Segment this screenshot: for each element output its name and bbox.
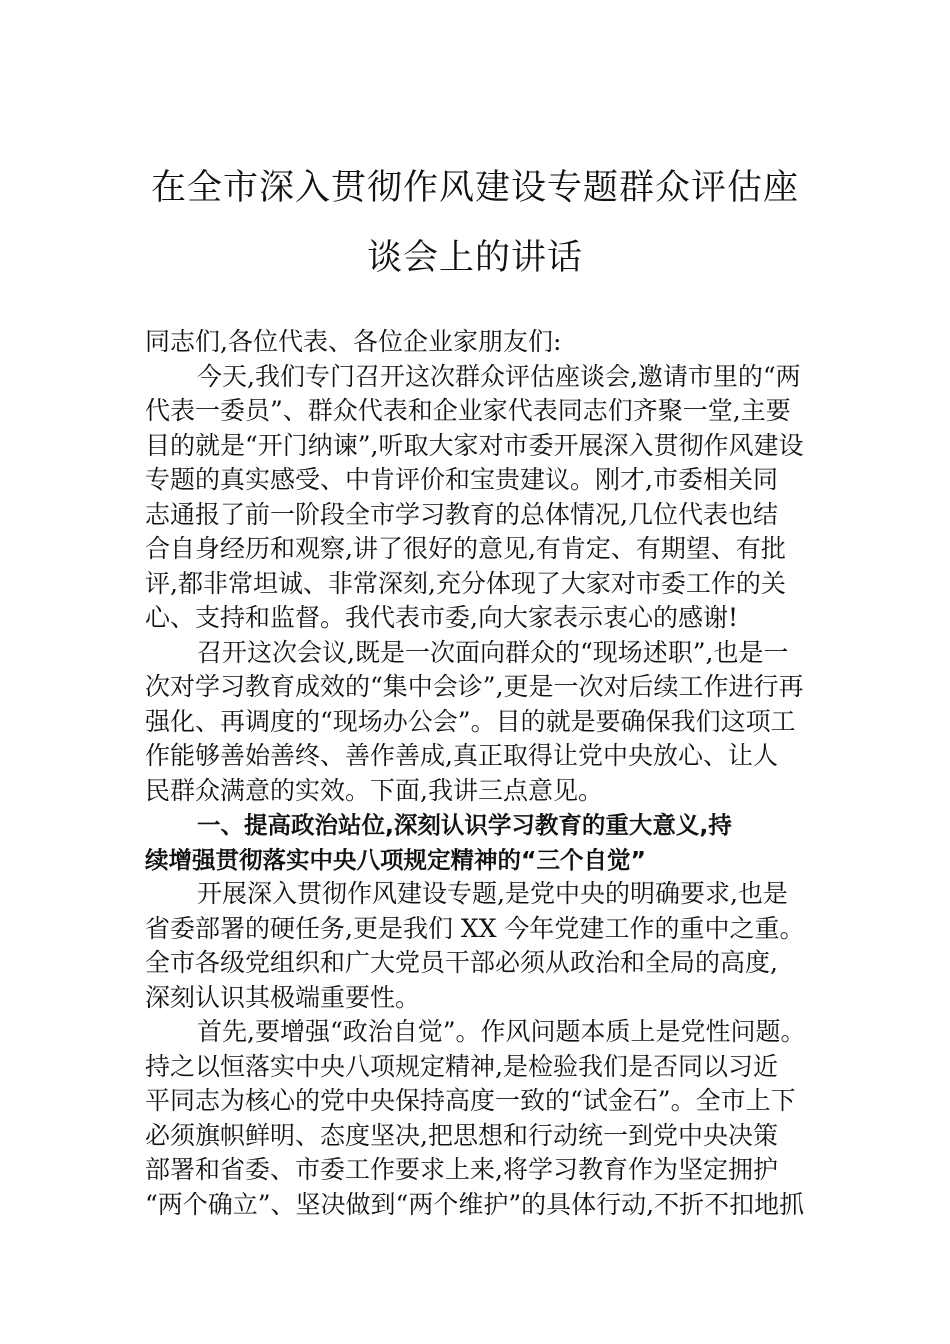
- document-title-line-1: 在全市深入贯彻作风建设专题群众评估座: [150, 168, 799, 208]
- paragraph-line: 开展深入贯彻作风建设专题,是党中央的明确要求,也是: [197, 879, 788, 908]
- paragraph-line: 今天,我们专门召开这次群众评估座谈会,邀请市里的“两: [197, 361, 801, 391]
- paragraph-line: 持之以恒落实中央八项规定精神,是检验我们是否同以习近: [145, 1051, 778, 1081]
- paragraph-line: 召开这次会议,既是一次面向群众的“现场述职”,也是一: [197, 637, 789, 667]
- paragraph-line: 深刻认识其极端重要性。: [145, 982, 421, 1012]
- paragraph-line: 目的就是“开门纳谏”,听取大家对市委开展深入贯彻作风建设: [145, 430, 804, 460]
- paragraph-line: 部署和省委、市委工作要求上来,将学习教育作为坚定拥护: [145, 1155, 778, 1184]
- paragraph-line: 志通报了前一阶段全市学习教育的总体情况,几位代表也结: [145, 499, 778, 529]
- salutation: 同志们,各位代表、各位企业家朋友们:: [145, 327, 562, 356]
- paragraph-line: 全市各级党组织和广大党员干部必须从政治和全局的高度,: [145, 948, 778, 977]
- paragraph-line: 强化、再调度的“现场办公会”。目的就是要确保我们这项工: [145, 706, 796, 736]
- paragraph-line: 评,都非常坦诚、非常深刻,充分体现了大家对市委工作的关: [145, 568, 786, 598]
- paragraph-line: 合自身经历和观察,讲了很好的意见,有肯定、有期望、有批: [145, 534, 786, 563]
- paragraph-line: 首先,要增强“政治自觉”。作风问题本质上是党性问题。: [197, 1017, 806, 1046]
- document-title-line-2: 谈会上的讲话: [366, 238, 583, 278]
- paragraph-line: 民群众满意的实效。下面,我讲三点意见。: [145, 775, 603, 805]
- paragraph-line: “两个确立”、坚决做到“两个维护”的具体行动,不折不扣地抓: [145, 1189, 805, 1219]
- paragraph-line: 必须旗帜鲜明、态度坚决,把思想和行动统一到党中央决策: [145, 1120, 778, 1150]
- paragraph-line: 心、支持和监督。我代表市委,向大家表示衷心的感谢!: [145, 603, 738, 632]
- document-body: [145, 325, 805, 1222]
- paragraph-line: 次对学习教育成效的“集中会诊”,更是一次对后续工作进行再: [145, 672, 804, 701]
- paragraph-line: 平同志为核心的党中央保持高度一致的“试金石”。全市上下: [145, 1086, 796, 1115]
- section-heading-line: 续增强贯彻落实中央八项规定精神的“三个自觉”: [145, 845, 646, 874]
- paragraph-line: 作能够善始善终、善作善成,真正取得让党中央放心、让人: [145, 741, 778, 770]
- paragraph-line: 代表一委员”、群众代表和企业家代表同志们齐聚一堂,主要: [145, 396, 791, 425]
- paragraph-line: 省委部署的硬任务,更是我们 XX 今年党建工作的重中之重。: [145, 913, 805, 943]
- section-heading-line: 一、提高政治站位,深刻认识学习教育的重大意义,持: [197, 811, 732, 839]
- paragraph-line: 专题的真实感受、中肯评价和宝贵建议。刚才,市委相关同: [145, 465, 778, 494]
